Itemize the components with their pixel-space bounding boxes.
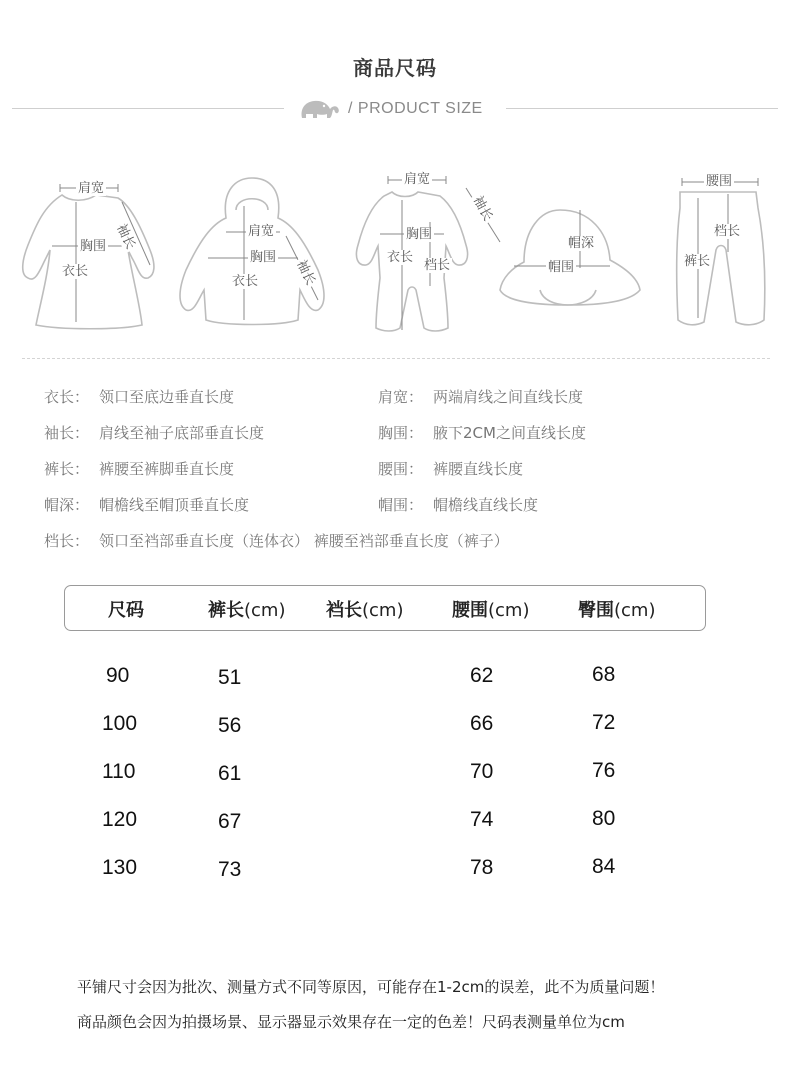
romper-shoulder-label: 肩宽 [404,172,431,187]
table-cell-waist: 66 [470,712,494,735]
pants-waist-label: 腰围 [706,174,733,189]
hat-circumference-label: 帽围 [548,260,575,275]
divider-left [12,108,284,109]
table-cell-pants-length: 67 [218,810,242,833]
definition-item: 胸围： 腋下2CM之间直线长度 [378,424,586,442]
table-cell-hip: 76 [592,759,616,782]
header-pants-length: 裤长(cm) [208,600,286,621]
table-cell-waist: 62 [470,664,494,687]
table-cell-size: 90 [106,664,130,687]
dress-shoulder-label: 肩宽 [78,181,105,196]
subtitle-row [12,96,778,126]
dress-sleeve-label: 袖长 [113,221,138,252]
pants-length-label: 裤长 [684,254,711,269]
table-cell-size: 110 [102,760,136,783]
header-hip: 臀围(cm) [578,600,656,621]
table-cell-hip: 84 [592,855,616,878]
color-difference-note: 商品颜色会因为拍摄场景、显示器显示效果存在一定的色差！尺码表测量单位为cm [77,1013,625,1031]
hat-outline [500,210,640,305]
table-cell-waist: 74 [470,808,494,831]
table-cell-size: 100 [102,712,138,735]
section-divider [22,358,770,359]
romper-length-label: 衣长 [387,250,414,265]
header-size: 尺码 [108,600,144,621]
header-waist: 腰围(cm) [452,600,530,621]
definition-item: 帽围： 帽檐线直线长度 [378,496,539,514]
table-cell-pants-length: 56 [218,714,242,737]
definition-item: 衣长： 领口至底边垂直长度 [44,388,235,406]
definition-item: 肩宽： 两端肩线之间直线长度 [378,388,584,406]
table-cell-size: 130 [102,856,138,879]
jacket-shoulder-label: 肩宽 [248,224,275,239]
table-cell-waist: 70 [470,760,494,783]
size-diagrams [0,150,790,350]
romper-crotch-label: 档长 [424,258,451,273]
table-cell-size: 120 [102,808,138,831]
table-cell-waist: 78 [470,856,494,879]
page-subtitle: / PRODUCT SIZE [348,100,483,117]
romper-sleeve-label: 袖长 [469,193,496,224]
dress-outline [23,195,154,329]
table-cell-hip: 68 [592,663,616,686]
elephant-icon [296,96,344,124]
table-cell-hip: 72 [592,711,616,734]
table-cell-pants-length: 61 [218,762,242,785]
definition-item: 档长： 领口至裆部垂直长度（连体衣） 裤腰至裆部垂直长度（裤子） [44,532,509,550]
divider-right [506,108,778,109]
measurement-error-note: 平铺尺寸会因为批次、测量方式不同等原因，可能存在1-2cm的误差，此不为质量问题！ [77,978,665,996]
pants-crotch-label: 档长 [714,224,741,239]
table-cell-pants-length: 51 [218,666,242,689]
definition-item: 帽深： 帽檐线至帽顶垂直长度 [44,496,250,514]
jacket-length-label: 衣长 [232,274,259,289]
table-cell-hip: 80 [592,807,616,830]
definition-item: 裤长： 裤腰至裤脚垂直长度 [44,460,235,478]
romper-chest-label: 胸围 [406,227,433,242]
header-crotch: 裆长(cm) [326,600,404,621]
definition-item: 腰围： 裤腰直线长度 [378,460,524,478]
dress-length-label: 衣长 [62,264,89,279]
jacket-sleeve-label: 袖长 [293,257,318,288]
page-title: 商品尺码 [353,56,437,80]
table-cell-pants-length: 73 [218,858,242,881]
jacket-chest-label: 胸围 [250,250,277,265]
definition-item: 袖长： 肩线至袖子底部垂直长度 [44,424,265,442]
dress-chest-label: 胸围 [80,239,107,254]
hat-depth-label: 帽深 [568,236,595,251]
